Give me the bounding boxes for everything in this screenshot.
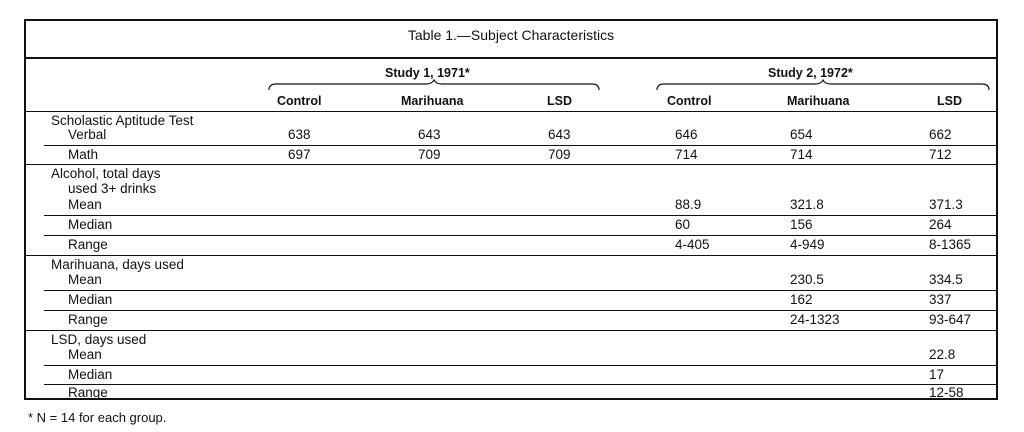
cell: 712 xyxy=(929,147,952,162)
row-rule xyxy=(44,365,996,366)
cell: 662 xyxy=(929,127,952,142)
row-rule xyxy=(44,145,996,146)
cell: 8-1365 xyxy=(929,237,972,252)
row-label: Range xyxy=(68,385,108,400)
section-rule xyxy=(26,330,996,331)
cell: 4-405 xyxy=(675,237,710,252)
row-label: Math xyxy=(68,147,99,162)
title-rule xyxy=(26,57,996,59)
row-label: Range xyxy=(68,312,108,327)
col-header-s1-marihuana: Marihuana xyxy=(401,94,464,108)
cell: 337 xyxy=(929,292,952,307)
col-header-s2-lsd: LSD xyxy=(937,94,962,108)
cell: 22.8 xyxy=(929,347,956,362)
cell: 60 xyxy=(675,217,691,232)
row-rule xyxy=(44,215,996,216)
cell: 24-1323 xyxy=(790,312,840,327)
cell: 709 xyxy=(548,147,571,162)
cell: 646 xyxy=(675,127,698,142)
row-label: Median xyxy=(68,292,113,307)
study1-brace xyxy=(268,79,600,91)
cell: 93-647 xyxy=(929,312,972,327)
cell: 638 xyxy=(288,127,311,142)
cell: 230.5 xyxy=(790,272,824,287)
table-title: Table 1.—Subject Characteristics xyxy=(407,27,615,43)
col-header-s2-control: Control xyxy=(667,94,712,108)
study2-header: Study 2, 1972* xyxy=(768,66,853,80)
cell: 4-949 xyxy=(790,237,825,252)
row-label: Scholastic Aptitude Test xyxy=(51,113,194,128)
cell: 162 xyxy=(790,292,813,307)
cell: 371.3 xyxy=(929,197,963,212)
col-header-s1-control: Control xyxy=(277,94,322,108)
study1-header: Study 1, 1971* xyxy=(385,66,470,80)
cell: 264 xyxy=(929,217,952,232)
row-rule xyxy=(44,310,996,311)
row-label: LSD, days used xyxy=(51,332,147,347)
row-label: Alcohol, total days xyxy=(51,166,161,181)
study2-brace xyxy=(656,79,990,91)
cell: 654 xyxy=(790,127,813,142)
cell: 714 xyxy=(675,147,698,162)
row-rule xyxy=(44,290,996,291)
col-header-s2-marihuana: Marihuana xyxy=(787,94,850,108)
col-header-s1-lsd: LSD xyxy=(547,94,572,108)
row-label: used 3+ drinks xyxy=(68,181,157,196)
section-rule xyxy=(26,255,996,256)
row-label: Verbal xyxy=(68,127,107,142)
row-label: Mean xyxy=(68,197,102,212)
row-rule xyxy=(44,384,996,385)
cell: 714 xyxy=(790,147,813,162)
row-label: Range xyxy=(68,237,108,252)
cell: 643 xyxy=(418,127,441,142)
row-label: Mean xyxy=(68,347,102,362)
footnote: * N = 14 for each group. xyxy=(28,410,167,425)
section-rule xyxy=(26,164,996,165)
cell: 321.8 xyxy=(790,197,824,212)
cell: 17 xyxy=(929,367,945,382)
cell: 643 xyxy=(548,127,571,142)
cell: 334.5 xyxy=(929,272,963,287)
row-label: Median xyxy=(68,217,113,232)
row-label: Marihuana, days used xyxy=(51,257,184,272)
table-frame xyxy=(24,19,998,400)
row-label: Mean xyxy=(68,272,102,287)
row-label: Median xyxy=(68,367,113,382)
cell: 156 xyxy=(790,217,813,232)
cell: 697 xyxy=(288,147,311,162)
cell: 12-58 xyxy=(929,385,964,400)
row-rule xyxy=(44,235,996,236)
cell: 709 xyxy=(418,147,441,162)
cell: 88.9 xyxy=(675,197,702,212)
header-rule xyxy=(26,111,996,112)
